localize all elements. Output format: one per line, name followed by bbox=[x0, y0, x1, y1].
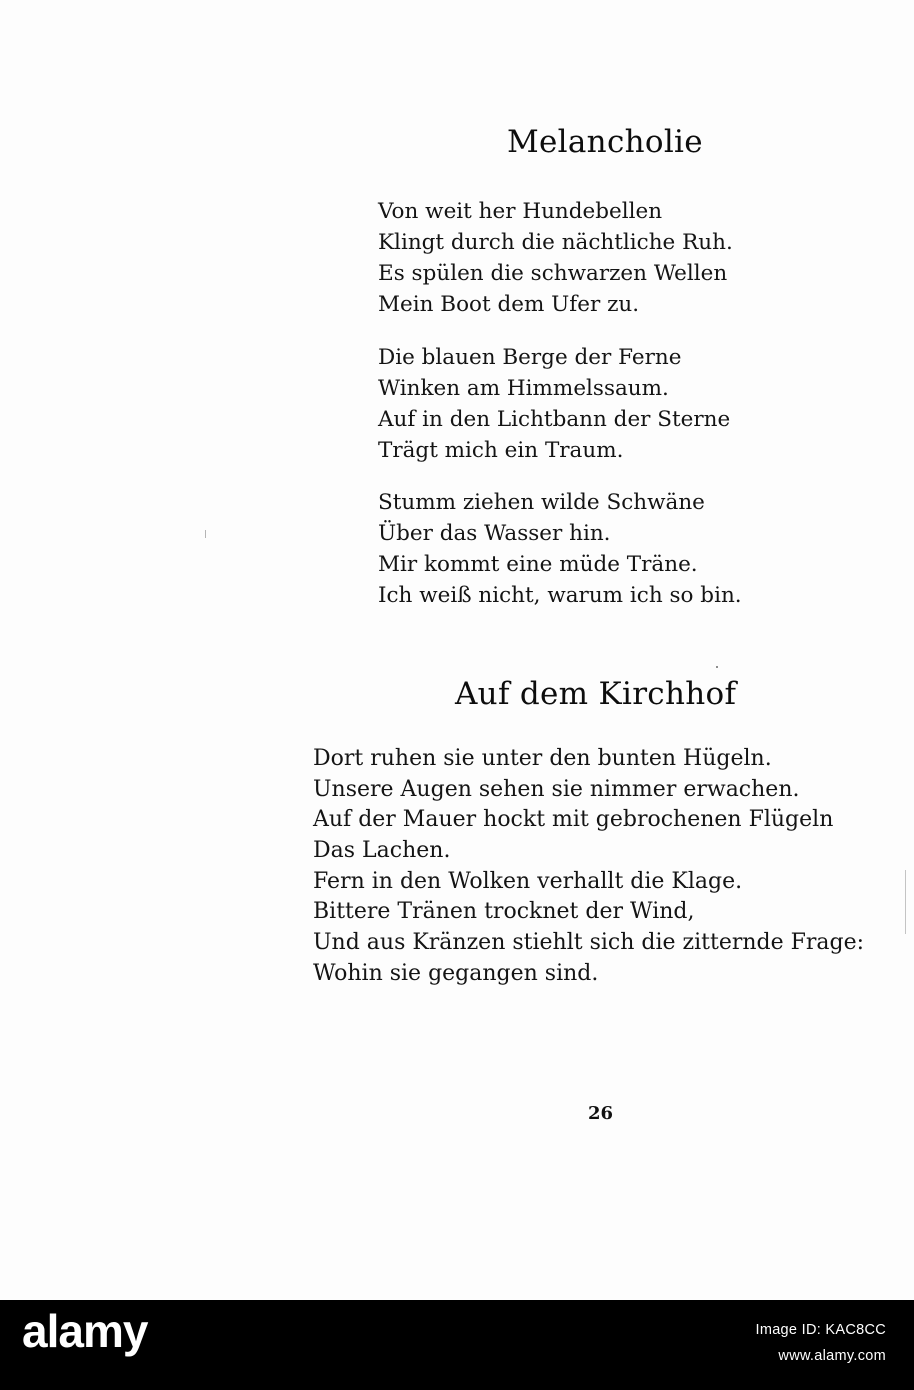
poem-2-stanza-1 bbox=[313, 744, 864, 990]
verse-line: Wohin sie gegangen sind. bbox=[313, 960, 599, 986]
verse-line: Dort ruhen sie unter den bunten Hügeln. bbox=[313, 746, 772, 771]
verse-line: Über das Wasser hin. bbox=[378, 521, 611, 546]
verse-line: Bittere Tränen trocknet der Wind, bbox=[313, 899, 695, 925]
verse-line: Klingt durch die nächtliche Ruh. bbox=[378, 230, 733, 255]
scan-artifact bbox=[716, 666, 718, 668]
verse-line: Fern in den Wolken verhallt die Klage. bbox=[313, 868, 743, 894]
page-number: 26 bbox=[588, 1103, 614, 1124]
scan-artifact bbox=[205, 530, 206, 538]
verse-line: Trägt mich ein Traum. bbox=[378, 438, 624, 463]
verse-line: Unsere Augen sehen sie nimmer erwachen. bbox=[313, 776, 800, 802]
verse-line: Es spülen die schwarzen Wellen bbox=[378, 261, 728, 286]
poem-1-stanza-1 bbox=[378, 196, 733, 320]
scan-artifact bbox=[905, 870, 906, 934]
verse-line: Das Lachen. bbox=[313, 838, 451, 864]
watermark-url: www.alamy.com bbox=[778, 1348, 886, 1364]
poem-title-auf-dem-kirchhof: Auf dem Kirchhof bbox=[455, 676, 737, 712]
verse-line: Winken am Himmelssaum. bbox=[378, 376, 669, 401]
alamy-logo-text: alamy bbox=[22, 1305, 148, 1357]
verse-line: Auf in den Lichtbann der Sterne bbox=[378, 407, 731, 432]
verse-line: Und aus Kränzen stiehlt sich die zitternde Frage: bbox=[313, 930, 865, 956]
verse-line: Auf der Mauer hockt mit gebrochenen Flügeln bbox=[313, 807, 834, 833]
poem-1-stanza-2 bbox=[378, 342, 730, 466]
alamy-logo bbox=[22, 1303, 202, 1363]
verse-line: Ich weiß nicht, warum ich so bin. bbox=[378, 583, 742, 608]
verse-line: Stumm ziehen wilde Schwäne bbox=[378, 490, 705, 515]
watermark-image-id: Image ID: KAC8CC bbox=[755, 1322, 886, 1338]
verse-line: Die blauen Berge der Ferne bbox=[378, 345, 682, 370]
verse-line: Mein Boot dem Ufer zu. bbox=[378, 292, 640, 317]
verse-line: Mir kommt eine müde Träne. bbox=[378, 552, 698, 577]
poem-title-melancholie: Melancholie bbox=[507, 124, 703, 160]
verse-line: Von weit her Hundebellen bbox=[378, 199, 663, 224]
poem-1-stanza-3 bbox=[378, 487, 742, 611]
